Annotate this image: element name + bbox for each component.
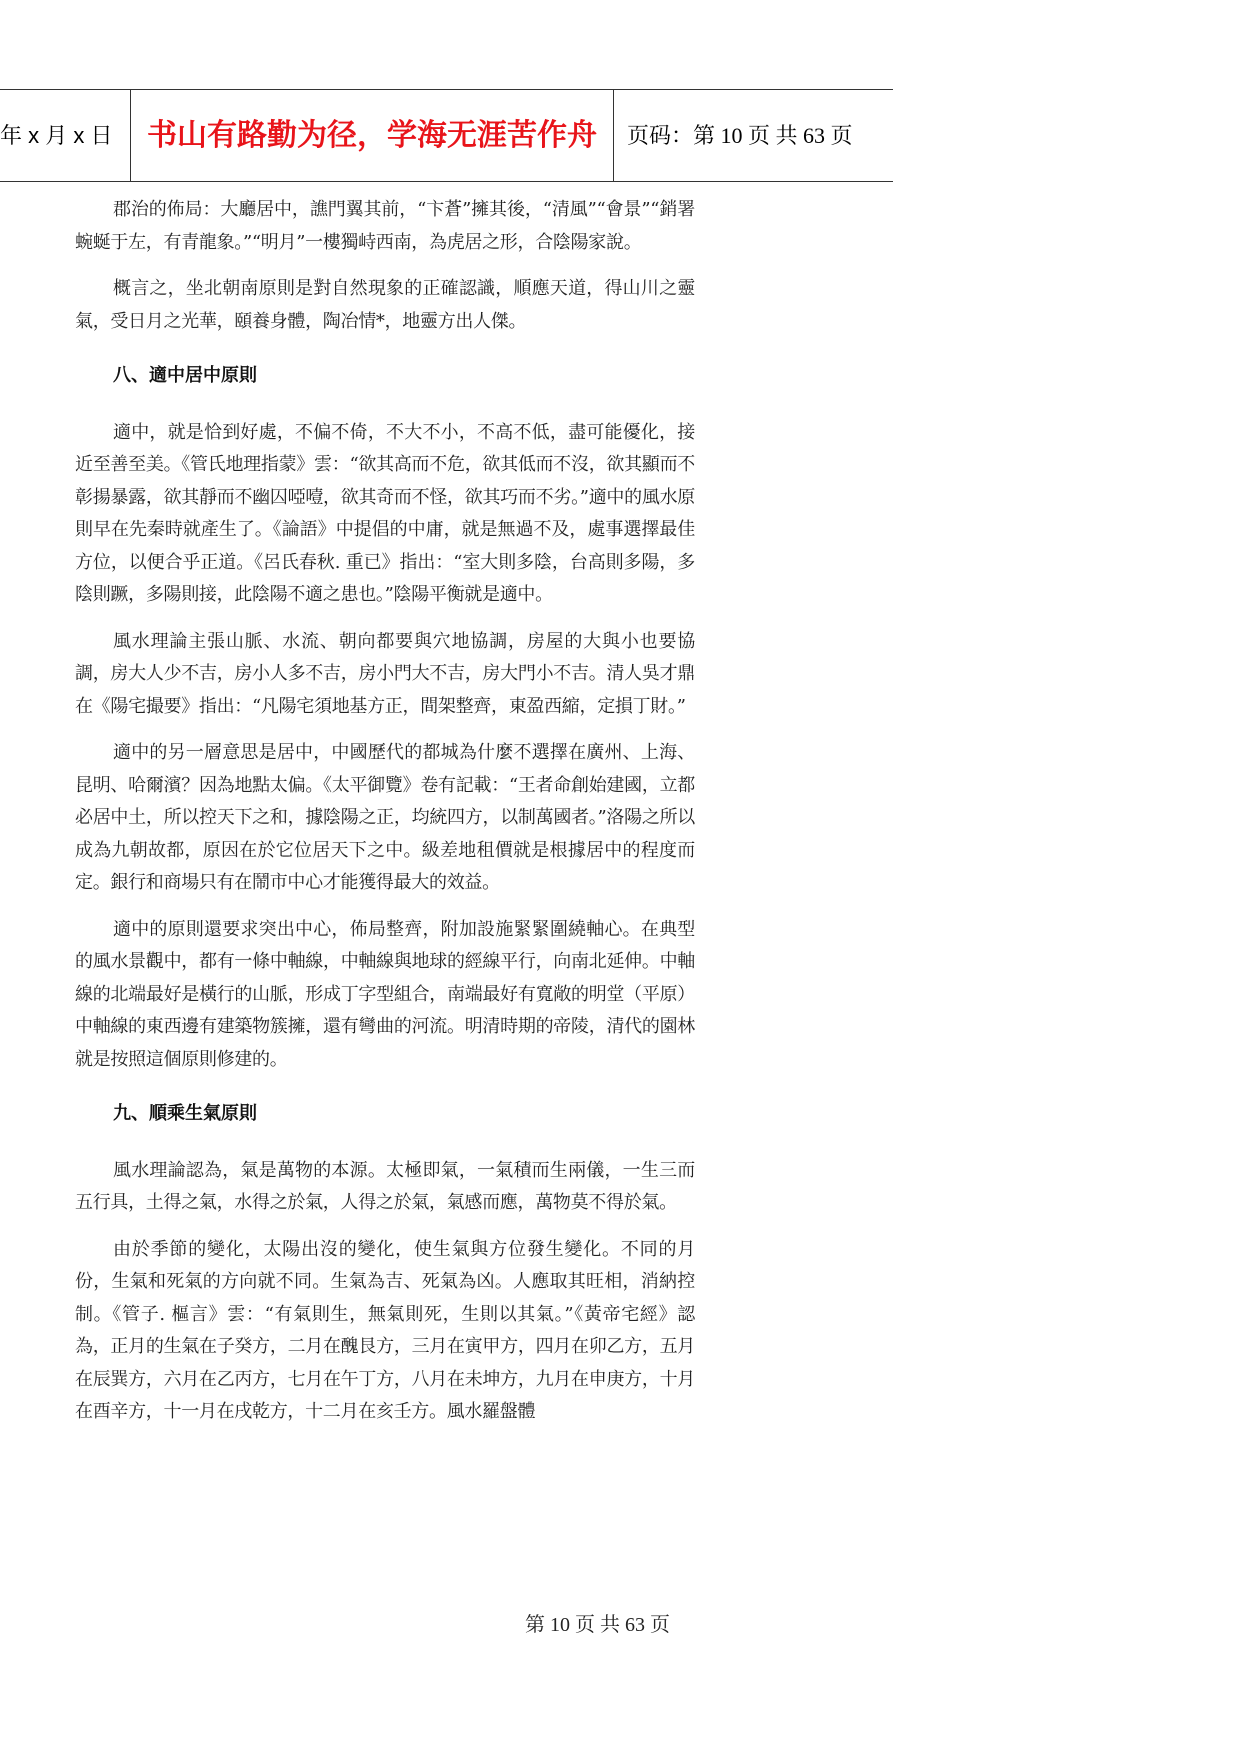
paragraph: 適中，就是恰到好處，不偏不倚，不大不小，不高不低，盡可能優化，接近至善至美。《管氏地理指蒙》雲：“欲其高而不危，欲其低而不沒，欲其顯而不彰揚暴露，欲其靜而不幽囚啞噎，欲其奇而不怪，欲其巧而不劣。”適中的風水原則早在先秦時就產生了。《論語》中提倡的中庸，就是無過不及，處事選擇最佳方位，以便合乎正道。《呂氏春秋. 重已》指出：“室大則多陰，台高則多陽，多陰則蹶，多陽則接，此陰陽不適之患也。”陰陽平衡就是適中。 [75, 421, 695, 605]
section-heading-9: 九、順乘生氣原則 [113, 1103, 257, 1124]
paragraph: 概言之，坐北朝南原則是對自然現象的正確認識，順應天道，得山川之靈氣，受日月之光華，頤養身體，陶冶情*，地靈方出人傑。 [75, 278, 695, 332]
paragraph: 適中的原則還要求突出中心，佈局整齊，附加設施緊緊圍繞軸心。在典型的風水景觀中，都有一條中軸線，中軸線與地球的經線平行，向南北延伸。中軸線的北端最好是橫行的山脈，形成丁字型組合，南端最好有寬敞的明堂（平原）中軸線的東西邊有建築物簇擁，還有彎曲的河流。明清時期的帝陵，清代的園林就是按照這個原則修建的。 [75, 918, 695, 1070]
page-header [0, 89, 893, 182]
paragraph: 適中的另一層意思是居中，中國歷代的都城為什麼不選擇在廣州、上海、昆明、哈爾濱？因為地點太偏。《太平御覽》卷有記載：“王者命創始建國，立都必居中土，所以控天下之和，據陰陽之正，均統四方，以制萬國者。”洛陽之所以成為九朝故都，原因在於它位居天下之中。級差地租價就是根據居中的程度而定。銀行和商場只有在鬧市中心才能獲得最大的效益。 [75, 742, 695, 893]
document-body [75, 194, 695, 1429]
paragraph: 郡治的佈局：大廳居中，譙門翼其前，“卞蒼”擁其後，“清風”“會景”“銷署蜿蜒于左，有青龍象。”“明月”一樓獨峙西南，為虎居之形，合陰陽家說。 [75, 199, 695, 253]
page-footer: 第 10 页 共 63 页 [525, 1614, 670, 1636]
paragraph: 由於季節的變化，太陽出沒的變化，使生氣與方位發生變化。不同的月份，生氣和死氣的方向就不同。生氣為吉、死氣為凶。人應取其旺相，消納控制。《管子. 樞言》雲：“有氣則生，無氣則死，生則以其氣。”《黃帝宅經》認為，正月的生氣在子癸方，二月在醜艮方，三月在寅甲方，四月在卯乙方，五月在辰巽方，六月在乙丙方，七月在午丁方，八月在未坤方，九月在申庚方，十月在酉辛方，十一月在戌乾方，十二月在亥壬方。風水羅盤體 [75, 1238, 695, 1422]
header-motto: 书山有路勤为径，学海无涯苦作舟 [147, 118, 597, 153]
paragraph: 風水理論認為，氣是萬物的本源。太極即氣，一氣積而生兩儀，一生三而五行具，土得之氣，水得之於氣，人得之於氣，氣感而應，萬物莫不得於氣。 [75, 1159, 695, 1213]
header-date: 年 x 月 x 日 [0, 123, 113, 148]
paragraph: 風水理論主張山脈、水流、朝向都要與穴地協調，房屋的大與小也要協調，房大人少不吉，房小人多不吉，房小門大不吉，房大門小不吉。清人吳才鼎在《陽宅撮要》指出：“凡陽宅須地基方正，間架整齊，東盈西縮，定損丁財。” [75, 630, 695, 717]
header-divider [613, 90, 614, 181]
section-heading-8: 八、適中居中原則 [113, 365, 257, 386]
header-page-info: 页码：第 10 页 共 63 页 [627, 123, 853, 148]
